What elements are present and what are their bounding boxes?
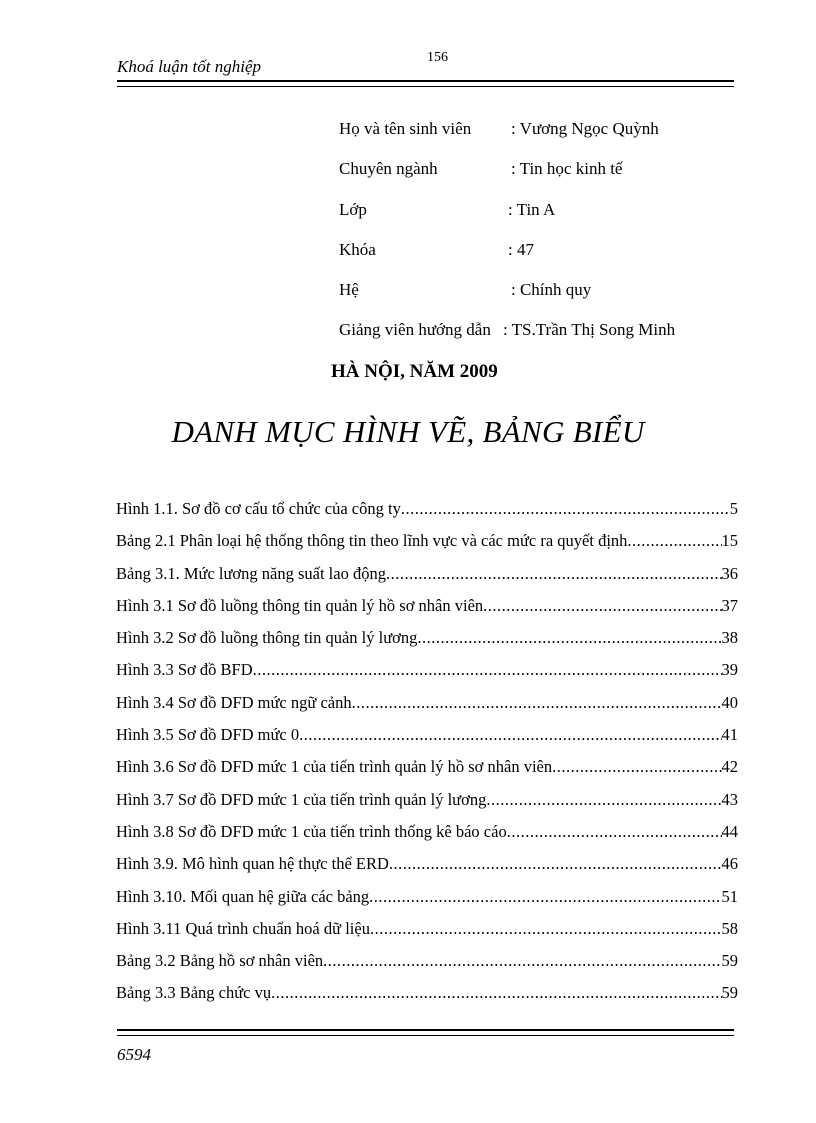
toc-leader-dots xyxy=(271,983,721,1003)
info-label: Chuyên ngành xyxy=(339,159,438,179)
toc-entry xyxy=(116,628,738,660)
toc-leader-dots xyxy=(389,854,722,874)
toc-leader-dots xyxy=(483,596,721,616)
toc-leader-dots xyxy=(323,951,721,971)
toc-entry-page: 40 xyxy=(721,692,738,712)
toc-entry-page: 39 xyxy=(721,660,738,680)
toc-entry xyxy=(116,790,738,822)
info-label: Khóa xyxy=(339,239,376,259)
toc-entry-page: 51 xyxy=(721,886,738,906)
toc-leader-dots xyxy=(253,660,722,680)
toc-entry xyxy=(116,854,738,886)
toc-entry-text: Bảng 3.3 Bảng chức vụ xyxy=(116,983,272,1003)
info-label: Lớp xyxy=(339,199,367,219)
toc-entry xyxy=(116,564,738,596)
toc-leader-dots xyxy=(486,790,721,810)
toc-leader-dots xyxy=(369,887,721,907)
toc-entry xyxy=(116,596,738,628)
info-label: Giảng viên hướng dẫn xyxy=(339,320,491,340)
toc-entry-page: 43 xyxy=(721,789,738,809)
toc-entry-text: Hình 3.4 Sơ đồ DFD mức ngữ cảnh xyxy=(116,692,352,712)
toc-entry xyxy=(116,725,738,757)
toc-entry xyxy=(116,693,738,725)
toc-entry xyxy=(116,951,738,983)
header-rule xyxy=(117,80,734,87)
toc-leader-dots xyxy=(417,628,721,648)
toc-entry-text: Hình 3.10. Mối quan hệ giữa các bảng xyxy=(116,886,370,906)
running-header-title: Khoá luận tốt nghiệp xyxy=(117,57,262,76)
toc-leader-dots xyxy=(352,693,722,713)
toc-entry-page: 15 xyxy=(721,531,738,551)
toc-entry-page: 46 xyxy=(721,854,738,874)
toc-entry-text: Hình 3.7 Sơ đồ DFD mức 1 của tiến trình quản lý lương xyxy=(116,789,487,809)
toc-entry-text: Hình 3.8 Sơ đồ DFD mức 1 của tiến trình thống kê báo cáo xyxy=(116,821,507,841)
info-value: : Vương Ngọc Quỳnh xyxy=(511,119,659,138)
footer-code: 6594 xyxy=(117,1045,151,1064)
toc-entry-page: 5 xyxy=(729,499,738,518)
toc-entry-text: Hình 3.3 Sơ đồ BFD xyxy=(116,660,253,680)
section-title: DANH MỤC HÌNH VẼ, BẢNG BIỂU xyxy=(171,414,645,449)
toc-leader-dots xyxy=(627,531,721,551)
toc-entry xyxy=(116,983,738,1015)
toc-entry-page: 36 xyxy=(721,563,738,583)
toc-entry-page: 59 xyxy=(721,951,738,971)
info-value: : 47 xyxy=(508,239,534,259)
toc-entry-page: 59 xyxy=(721,983,738,1003)
info-value: : Tin A xyxy=(508,199,556,219)
info-label: Họ và tên sinh viên xyxy=(339,119,472,138)
info-value: : TS.Trần Thị Song Minh xyxy=(503,320,676,340)
place-and-year: HÀ NỘI, NĂM 2009 xyxy=(331,361,498,382)
footer-rule xyxy=(117,1029,734,1036)
toc-leader-dots xyxy=(507,822,722,842)
toc-entry xyxy=(116,887,738,919)
table-of-figures xyxy=(116,499,738,1016)
info-label: Hệ xyxy=(339,280,359,300)
toc-entry xyxy=(116,822,738,854)
toc-entry-text: Bảng 3.2 Bảng hồ sơ nhân viên xyxy=(116,951,324,971)
toc-entry-text: Hình 1.1. Sơ đồ cơ cấu tổ chức của công ty xyxy=(116,499,401,518)
toc-entry xyxy=(116,919,738,951)
toc-entry-text: Bảng 2.1 Phân loại hệ thống thông tin theo lĩnh vực và các mức ra quyết định xyxy=(116,531,628,551)
toc-entry-text: Hình 3.9. Mô hình quan hệ thực thể ERD xyxy=(116,854,389,874)
toc-entry xyxy=(116,531,738,563)
toc-entry-text: Hình 3.1 Sơ đồ luồng thông tin quản lý hồ sơ nhân viên xyxy=(116,595,484,615)
toc-entry-page: 58 xyxy=(721,918,738,938)
toc-entry xyxy=(116,499,738,531)
toc-entry-page: 41 xyxy=(721,725,738,745)
toc-leader-dots xyxy=(401,499,730,519)
toc-entry-text: Hình 3.11 Quá trình chuẩn hoá dữ liệu xyxy=(116,918,370,938)
toc-entry xyxy=(116,757,738,789)
toc-leader-dots xyxy=(386,564,722,584)
info-value: : Tin học kinh tế xyxy=(511,159,623,179)
toc-entry-page: 42 xyxy=(721,757,738,777)
toc-entry-text: Hình 3.2 Sơ đồ luồng thông tin quản lý lương xyxy=(116,628,418,648)
toc-entry-text: Bảng 3.1. Mức lương năng suất lao động xyxy=(116,563,386,583)
toc-entry xyxy=(116,660,738,692)
toc-entry-page: 38 xyxy=(721,628,738,648)
toc-entry-page: 37 xyxy=(721,595,738,615)
toc-leader-dots xyxy=(552,757,721,777)
toc-entry-text: Hình 3.6 Sơ đồ DFD mức 1 của tiến trình quản lý hồ sơ nhân viên xyxy=(116,757,553,777)
toc-leader-dots xyxy=(299,725,721,745)
toc-leader-dots xyxy=(370,919,722,939)
page-number: 156 xyxy=(427,50,448,65)
toc-entry-page: 44 xyxy=(721,821,738,841)
info-value: : Chính quy xyxy=(511,280,592,300)
toc-entry-text: Hình 3.5 Sơ đồ DFD mức 0 xyxy=(116,725,300,745)
